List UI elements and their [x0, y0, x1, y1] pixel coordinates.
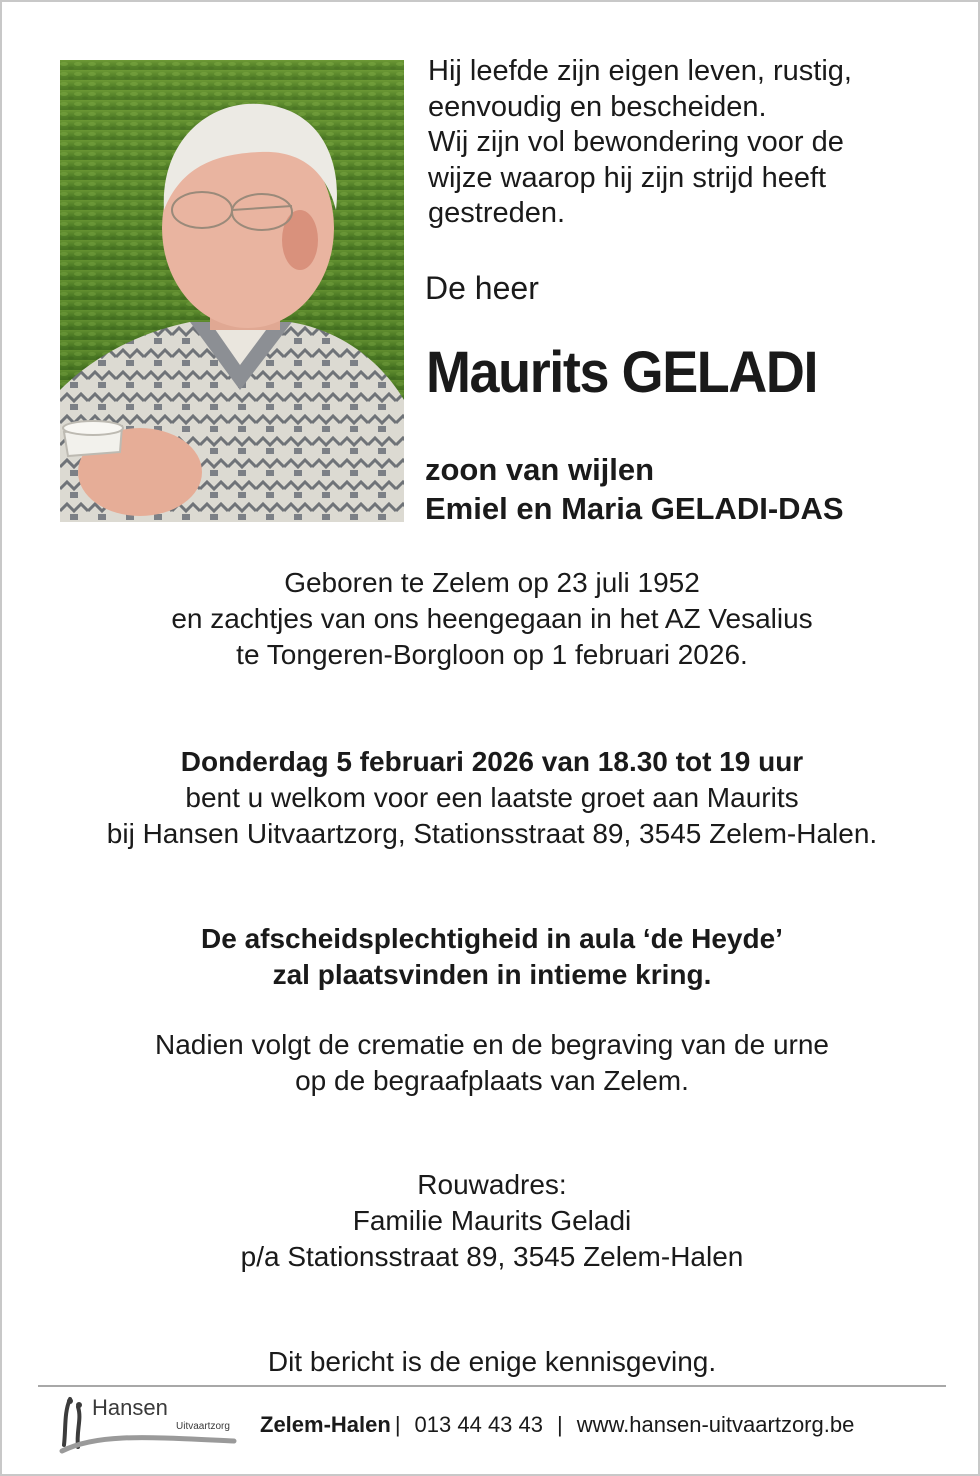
mourning-address	[2, 1167, 980, 1275]
portrait-photo	[60, 60, 404, 522]
birth-death-text	[2, 565, 980, 673]
parents	[425, 450, 965, 528]
quote-line: gestreden.	[428, 197, 566, 229]
address-line: Familie Maurits Geladi	[352, 1205, 632, 1236]
quote-line: Hij leefde zijn eigen leven, rustig,	[428, 55, 852, 87]
quote-line: wijze waarop hij zijn strijd heeft	[428, 161, 827, 194]
ceremony-line: zal plaatsvinden in intieme kring.	[272, 959, 712, 990]
memorial-quote	[428, 54, 948, 232]
visitation-line: bent u welkom voor een laatste groet aan Maurits	[185, 782, 799, 813]
cremation-line: op de begraafplaats van Zelem.	[295, 1065, 689, 1096]
parents-line: zoon van wijlen	[425, 452, 655, 487]
birth-death-line: en zachtjes van ons heengegaan in het AZ Vesalius	[171, 603, 813, 634]
address-line: p/a Stationsstraat 89, 3545 Zelem-Halen	[240, 1241, 744, 1272]
logo-subtitle: Uitvaartzorg	[176, 1421, 230, 1432]
cremation-info	[2, 1027, 980, 1099]
separator: |	[394, 1412, 401, 1437]
footer-divider	[38, 1385, 946, 1387]
parents-line: Emiel en Maria GELADI-DAS	[425, 491, 844, 526]
honorific: De heer	[425, 270, 539, 306]
contact-line	[260, 1410, 854, 1440]
quote-line: eenvoudig en bescheiden.	[428, 90, 767, 123]
logo-name: Hansen	[92, 1395, 168, 1420]
location: Zelem-Halen	[260, 1412, 391, 1437]
website-link[interactable]: www.hansen-uitvaartzorg.be	[576, 1412, 855, 1437]
cremation-line: Nadien volgt de crematie en de begraving van de urne	[155, 1029, 829, 1060]
ceremony-line: De afscheidsplechtigheid in aula ‘de Heyde’	[201, 923, 783, 954]
visitation-info	[2, 744, 980, 852]
notice-text	[2, 1344, 980, 1380]
funeral-home-logo	[58, 1393, 238, 1457]
separator: |	[557, 1412, 563, 1437]
notice-line: Dit bericht is de enige kennisgeving.	[267, 1346, 717, 1377]
phone-number[interactable]: 013 44 43 43	[414, 1412, 544, 1437]
ceremony-info	[2, 921, 980, 993]
visitation-line: bij Hansen Uitvaartzorg, Stationsstraat 89, 3545 Zelem-Halen.	[106, 818, 878, 849]
birth-death-line: Geboren te Zelem op 23 juli 1952	[284, 567, 700, 598]
visitation-heading: Donderdag 5 februari 2026 van 18.30 tot 19 uur	[180, 746, 804, 777]
birth-death-line: te Tongeren-Borgloon op 1 februari 2026.	[236, 639, 748, 670]
deceased-name: Maurits GELADI	[426, 340, 818, 405]
quote-line: Wij zijn vol bewondering voor de	[428, 126, 844, 158]
address-line: Rouwadres:	[417, 1169, 567, 1200]
